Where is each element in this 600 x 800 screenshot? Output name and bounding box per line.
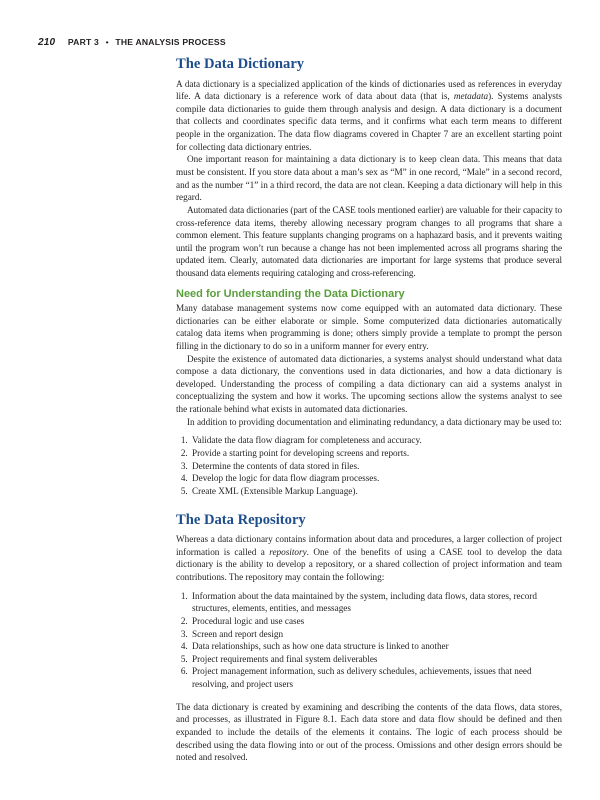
body-column (176, 56, 562, 764)
page-number: 210 (38, 37, 56, 48)
part-label: PART 3 (67, 37, 100, 47)
repository-contents-list (176, 590, 562, 691)
list-item: 1. Validate the data flow diagram for completeness and accuracy. (190, 434, 562, 447)
paragraph-text: ). Systems analysts compile data dictionaries to guide them through analysis and design. A data dictionary is a document that collects and coordinates specific data terms, and it confirms what each term means to different people in the organization. The data flow diagrams covered in Chapter 7 are an excellent starting point for collecting data dictionary entries. (176, 91, 563, 152)
paragraph-text: . One of the benefits of using a CASE tool to develop the data dictionary is the ability to develop a repository, or a shared collection of project information and team contributions. The repository may contain the following: (176, 546, 562, 582)
paragraph-text: A data dictionary is a specialized application of the kinds of dictionaries used as references in everyday life. A data dictionary is a reference work of data about data (that is, (176, 78, 562, 102)
italic-term: metadata (453, 91, 489, 102)
uses-list (176, 434, 562, 497)
paragraph: Automated data dictionaries (part of the CASE tools mentioned earlier) are valuable for their capacity to cross-reference data items, thereby allowing necessary program changes to all programs that share a common element. This feature supplants changing programs on a haphazard basis, and it prevents waiting until the program won’t run because a change has not been implemented across all programs sharing the updated item. Clearly, automated data dictionaries are important for large systems that produce several thousand data elements requiring cataloging and cross-referencing. (176, 204, 562, 279)
list-item: 5. Project requirements and final system deliverables (190, 653, 562, 666)
paragraph: The data dictionary is created by examining and describing the contents of the data flows, data stores, and processes, as illustrated in Figure 8.1. Each data store and data flow should be defined and then expanded to include the details of the elements it contains. The logic of each process should be described using the data flowing into or out of the process. Omissions and other design errors should be noted and resolved. (176, 701, 562, 763)
paragraph (176, 533, 562, 584)
section-heading-data-repository: The Data Repository (176, 511, 306, 528)
subsection-heading-need-for-understanding: Need for Understanding the Data Dictionary (176, 287, 405, 300)
list-item: 4. Develop the logic for data flow diagram processes. (190, 472, 562, 485)
paragraph (176, 78, 562, 154)
section-spacer (176, 498, 562, 512)
section-heading-data-dictionary: The Data Dictionary (176, 56, 305, 72)
italic-term: repository (269, 546, 307, 557)
paragraph: In addition to providing documentation and eliminating redundancy, a data dictionary may be used to: (187, 416, 562, 427)
list-item: 6. Project management information, such as delivery schedules, achievements, issues that need resolving, and project users (190, 665, 562, 690)
paragraph: Despite the existence of automated data dictionaries, a systems analyst should understand what data compose a data dictionary, the conventions used in data dictionaries, and how a data dictionary is developed. Understanding the process of compiling a data dictionary can aid a systems analyst in conceptualizing the system and how it works. The upcoming sections allow the systems analyst to see the rationale behind what exists in automated data dictionaries. (176, 353, 562, 415)
list-item: 2. Procedural logic and use cases (190, 615, 562, 628)
running-head (38, 37, 226, 48)
list-item: 2. Provide a starting point for developing screens and reports. (190, 447, 562, 460)
paragraph-text: Whereas a data dictionary contains information about data and procedures, a larger collection of project information is called a (176, 534, 562, 557)
paragraph: One important reason for maintaining a data dictionary is to keep clean data. This means that data must be consistent. If you store data about a man’s sex as “M” in one record, “Male” in a second record, and as the number “1” in a third record, the data are not clean. Keeping a data dictionary will help in this regard. (176, 154, 562, 203)
paragraph: Many database management systems now come equipped with an automated data dictionary. These dictionaries can be either elaborate or simple. Some computerized data dictionaries automatically catalog data items when programming is done; others simply provide a template to prompt the person filling in the dictionary to do so in a uniform manner for every entry. (176, 302, 562, 351)
list-item: 4. Data relationships, such as how one data structure is linked to another (190, 640, 562, 653)
list-item: 3. Screen and report design (190, 628, 562, 641)
list-item: 1. Information about the data maintained by the system, including data flows, data stores, record structures, elements, entities, and messages (190, 590, 562, 615)
separator-bullet: • (105, 37, 109, 47)
list-item: 3. Determine the contents of data stored in files. (190, 460, 562, 473)
part-title: THE ANALYSIS PROCESS (115, 37, 226, 47)
list-item: 5. Create XML (Extensible Markup Language). (190, 485, 562, 498)
